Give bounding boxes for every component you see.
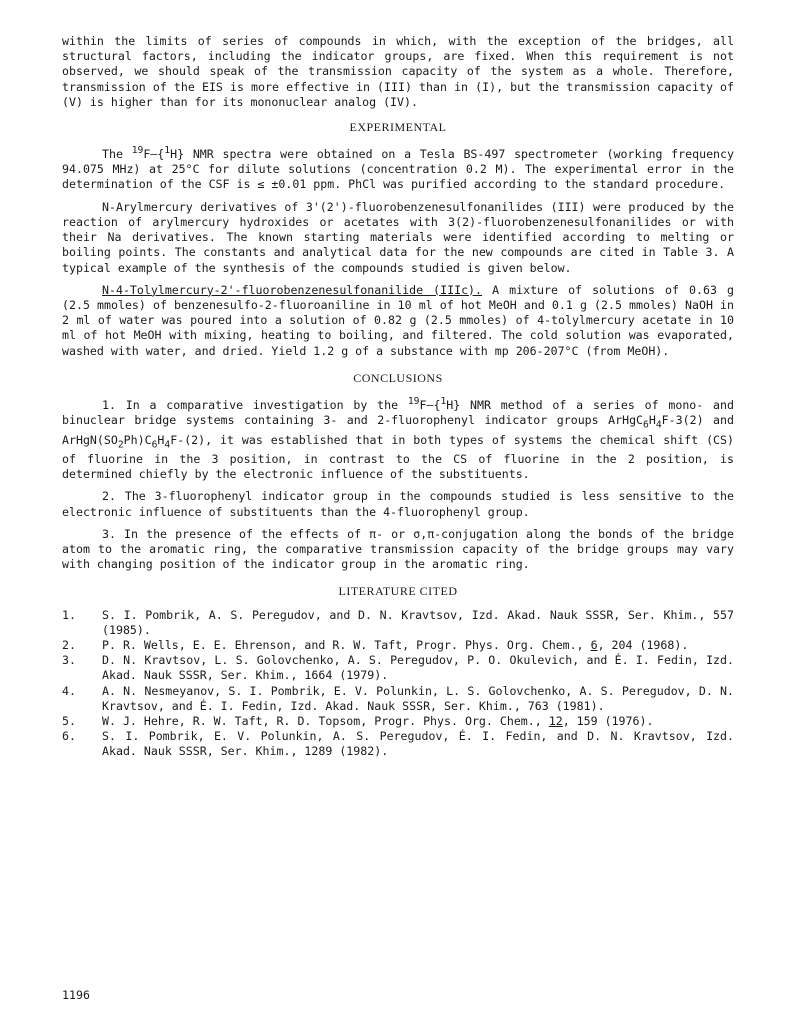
conclusions-heading: CONCLUSIONS [353,370,443,385]
paper-page [62,34,734,760]
intro-paragraph: within the limits of series of compounds in which, with the exception of the bridges, all structural factors, including the indicator groups, are fixed. When this requirement is not observed, we should speak of the transmission capacity of the system as a whole. Therefore, transmission of the EIS is more effective in (III) than in (I), but the transmission capacity of (V) is higher than for its mononuclear analog (IV). [62,34,734,109]
literature-heading: LITERATURE CITED [338,584,458,599]
page-number: 1196 [62,988,90,1002]
reference-item: 5. W. J. Hehre, R. W. Taft, R. D. Topsom, Progr. Phys. Org. Chem., 12, 159 (1976). [62,714,654,729]
reference-item: 3. D. N. Kravtsov, L. S. Golovchenko, A. S. Peregudov, P. O. Okulevich, and É. I. Fedin, Izd. Akad. Nauk SSSR, Ser. Khim., 1664 (1979). [62,653,734,683]
compound-title: N-4-Tolylmercury-2'-fluorobenzenesulfonanilide (IIIc). [102,282,483,297]
experimental-paragraph-synthesis: N-Arylmercury derivatives of 3'(2')-fluorobenzenesulfonanilides (III) were produced by the reaction of arylmercury hydroxides or acetates with 3(2)-fluorobenzenesulfonanilides or with their Na derivatives. The known starting materials were identified according to melting or boiling points. The constants and analytical data for the new compounds are cited in Table 3. A typical example of the synthesis of the compounds studied is given below. [62,199,734,275]
reference-item: 2. P. R. Wells, E. E. Ehrenson, and R. W. Taft, Progr. Phys. Org. Chem., 6, 204 (1968). [62,638,689,653]
experimental-heading: EXPERIMENTAL [349,120,447,135]
conclusion-3: 3. In the presence of the effects of π- or σ,π-conjugation along the bonds of the bridge atom to the aromatic ring, the comparative transmission capacity of the bridge groups may vary with changing position of the indicator group in the aromatic ring. [62,526,734,572]
experimental-paragraph-example: N-4-Tolylmercury-2'-fluorobenzenesulfonanilide (IIIc). A mixture of solutions of 0.63 g (2.5 mmoles) of benzenesulfo-2-fluoroaniline in 10 ml of hot MeOH and 0.1 g (2.5 mmoles) NaOH in 2 ml of water was poured into a solution of 0.82 g (2.5 mmoles) of 4-tolylmercury acetate in 10 ml of hot MeOH with mixing, heating to boiling, and filtered. The cold solution was evaporated, washed with water, and dried. Yield 1.2 g of a substance with mp 206-207°C (from MeOH). [62,282,734,358]
experimental-paragraph-nmr: The $^{19}$F–{$^1$H} NMR spectra were obtained on a Tesla BS-497 spectrometer (working frequency 94.075 MHz) at 25°C for dilute solutions (concentration 0.2 M). The experimental error in the determination of the CSF is ≤ ±0.01 ppm. PhCl was purified according to the standard procedure. [62,145,734,192]
conclusion-2: 2. The 3-fluorophenyl indicator group in the compounds studied is less sensitive to the electronic influence of substituents than the 4-fluorophenyl group. [62,489,734,519]
reference-list [62,608,734,760]
reference-item: 4. A. N. Nesmeyanov, S. I. Pombrik, E. V. Polunkin, L. S. Golovchenko, A. S. Peregudov, D. N. Kravtsov, and É. I. Fedin, Izd. Akad. Nauk SSSR, Ser. Khim., 763 (1981). [62,683,734,713]
reference-item: 6. S. I. Pombrik, E. V. Polunkin, A. S. Peregudov, É. I. Fedin, and D. N. Kravtsov, Izd. Akad. Nauk SSSR, Ser. Khim., 1289 (1982). [62,729,734,759]
reference-item: 1. S. I. Pombrik, A. S. Peregudov, and D. N. Kravtsov, Izd. Akad. Nauk SSSR, Ser. Khim., 557 (1985). [62,607,734,637]
conclusion-1: 1. In a comparative investigation by the $^{19}$F–{$^1$H} NMR method of a series of mono- and binuclear bridge systems containing 3- and 2-fluorophenyl indicator groups $ArHgC_6H_4F-3(2)$ and $ArHgN(SO_2Ph)C_6H_4F-(2)$, it was established that in both types of systems the chemical shift (CS) of fluorine in the 3 position, in contrast to the CS of fluorine in the 2 position, is determined chiefly by the electronic influence of the substituents. [62,395,734,482]
